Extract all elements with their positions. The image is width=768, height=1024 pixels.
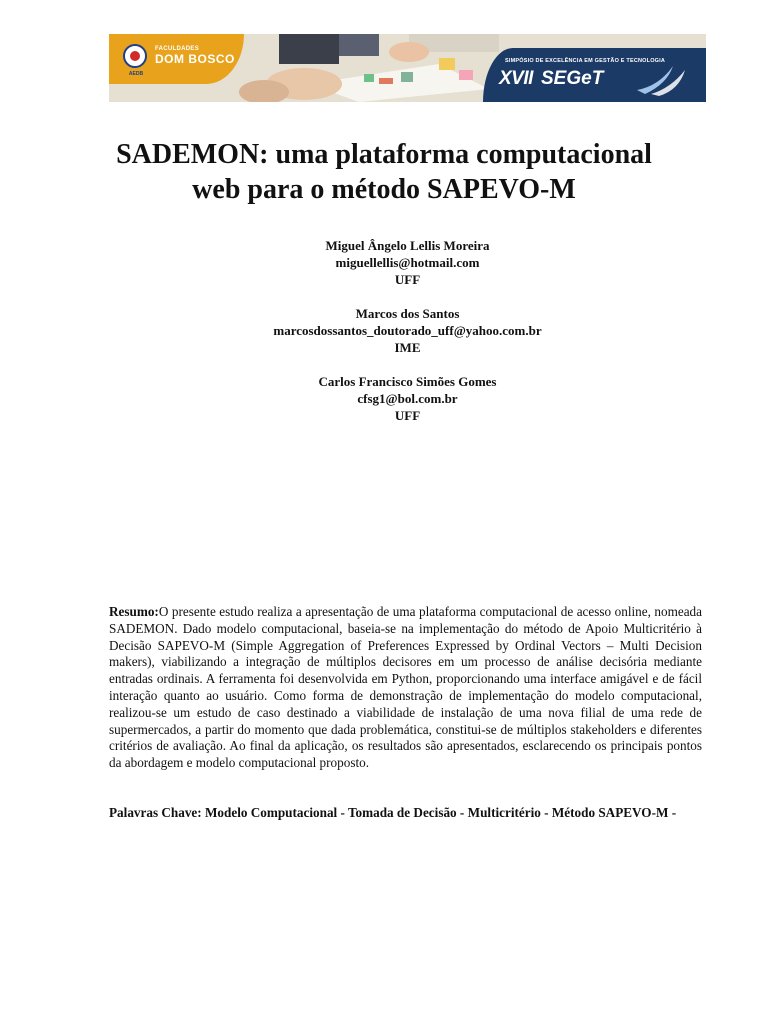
- seget-swoosh-icon: [633, 60, 691, 96]
- seget-subtitle: SIMPÓSIO DE EXCELÊNCIA EM GESTÃO E TECNOLOGIA: [505, 58, 666, 64]
- header-banner: [109, 34, 706, 102]
- dom-bosco-logo: [109, 34, 244, 84]
- author-email: marcosdossantos_doutorado_uff@yahoo.com.br: [273, 323, 542, 338]
- seget-edition: XVII: [499, 68, 533, 89]
- author-email: miguellellis@hotmail.com: [335, 255, 480, 270]
- author-list: [109, 237, 706, 441]
- seget-logo: [483, 48, 706, 102]
- author-name: Miguel Ângelo Lellis Moreira: [325, 238, 490, 253]
- aedb-seal-text: AEDB: [128, 71, 144, 77]
- aedb-seal-icon: [123, 44, 147, 68]
- abstract: [109, 604, 702, 772]
- dom-bosco-big-text: DOM BOSCO: [155, 52, 235, 66]
- author-block: [109, 237, 706, 288]
- seget-brand: SEGeT: [541, 68, 604, 89]
- abstract-label: Resumo:: [109, 604, 159, 619]
- author-email: cfsg1@bol.com.br: [357, 391, 458, 406]
- dom-bosco-small-text: FACULDADES: [155, 46, 200, 52]
- paper-title: [60, 137, 708, 207]
- author-name: Carlos Francisco Simões Gomes: [318, 374, 497, 389]
- keywords: Palavras Chave: Modelo Computacional - Tomada de Decisão - Multicritério - Método SAPEVO-M -: [109, 805, 677, 820]
- author-affiliation: IME: [394, 340, 421, 355]
- author-affiliation: UFF: [394, 272, 421, 287]
- abstract-text: O presente estudo realiza a apresentação de uma plataforma computacional de acesso online, nomeada SADEMON. Dado modelo computacional, baseia-se na implementação do método de Apoio Multicritério à Decisão SAPEVO-M (Simple Aggregation of Preferences Expressed by Ordinal Vectors – Multi Decision makers), viabilizando a integração de múltiplos decisores em um processo de análise decisória mediante entradas ordinais. A ferramenta foi desenvolvida em Python, proporcionando uma interface amigável e de fácil interação quanto ao usuário. Como forma de demonstração de implementação do modelo computacional, realizou-se um estudo de caso destinado a viabilidade de instalação de uma nova filial de uma rede de supermercados, a partir do momento que dada problemática, constitui-se de múltiplos stakeholders e diferentes critérios de avaliação. Ao final da aplicação, os resultados são apresentados, esclarecendo os principais pontos da abordagem e modelo computacional proposto.: [109, 604, 702, 771]
- paper-title-line-1: SADEMON: uma plataforma computacional: [116, 139, 652, 170]
- author-block: [109, 373, 706, 424]
- author-name: Marcos dos Santos: [355, 306, 460, 321]
- author-affiliation: UFF: [394, 408, 421, 423]
- author-block: [109, 305, 706, 356]
- paper-title-line-2: web para o método SAPEVO-M: [192, 174, 576, 205]
